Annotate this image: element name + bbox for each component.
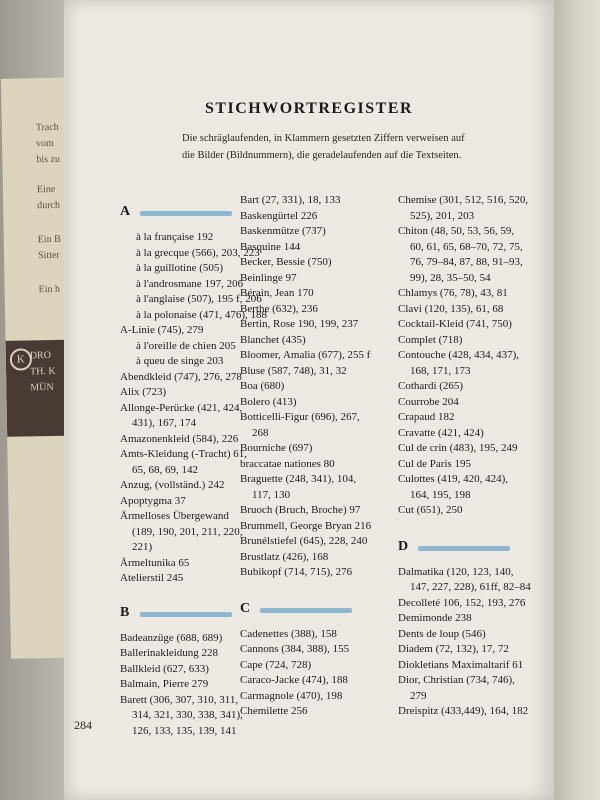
section-header-d — [398, 537, 548, 559]
index-entry: 279 — [410, 689, 427, 702]
publisher-logo-icon: K — [10, 348, 32, 370]
index-entry: Dreispitz (433,449), 164, 182 — [398, 705, 529, 717]
back-cover-text: vom — [35, 137, 54, 150]
index-entry: Amazonenkleid (584), 226 — [120, 432, 239, 445]
index-entry: A-Linie (745), 279 — [120, 324, 204, 336]
index-entry: (189, 190, 201, 211, 220, — [132, 525, 243, 538]
index-entry: 164, 195, 198 — [410, 488, 471, 501]
index-entry: à la guillotine (505) — [136, 262, 224, 274]
index-entry: Botticelli-Figur (696), 267, — [240, 411, 360, 423]
index-entry: Cadenettes (388), 158 — [240, 627, 337, 640]
index-entry: à la polonaise (471, 476), 188 — [136, 308, 268, 321]
back-cover-text: Trach — [35, 121, 59, 134]
index-entry: Bolero (413) — [240, 395, 297, 408]
index-entry: Chemilette 256 — [240, 705, 308, 717]
index-entry: 431), 167, 174 — [132, 417, 197, 429]
index-entry: Bérain, Jean 170 — [240, 287, 314, 299]
back-cover-text: Ein B — [37, 233, 61, 246]
index-entry: Brustlatz (426), 168 — [240, 550, 329, 563]
section-letter: C — [240, 600, 251, 616]
index-entry: Diokletians Maximaltarif 61 — [398, 658, 524, 671]
intro-text-line: Die schräglaufenden, in Klammern gesetzten Ziffern verweisen auf — [182, 133, 465, 144]
index-entry: Braguette (248, 341), 104, — [240, 473, 357, 485]
section-bar — [260, 608, 352, 613]
back-cover-band-text: DRO — [29, 350, 52, 362]
index-entry: 76, 79–84, 87, 88, 91–93, — [410, 256, 523, 268]
index-entry: 147, 227, 228), 61ff, 82–84 — [410, 581, 531, 593]
index-entry: 221) — [132, 541, 153, 553]
index-entry: Balmain, Pierre 279 — [120, 678, 209, 690]
index-entry: Brunélstiefel (645), 228, 240 — [240, 535, 368, 547]
index-entry: Complet (718) — [398, 333, 463, 346]
back-cover-text: Eine — [36, 183, 56, 196]
index-entry: 99), 28, 35–50, 54 — [410, 271, 491, 284]
entry-list-b-cont — [240, 193, 400, 581]
index-entry: Anzug, (vollständ.) 242 — [120, 479, 225, 491]
index-entry: à la française 192 — [136, 231, 214, 243]
page-number: 284 — [74, 718, 92, 732]
index-entry: Baskengürtel 226 — [240, 209, 318, 222]
index-entry: Barett (306, 307, 310, 311, — [120, 693, 239, 706]
index-entry: Bourniche (697) — [240, 442, 313, 454]
index-entry: Bertin, Rose 190, 199, 237 — [240, 318, 359, 330]
index-entry: Ballerinakleidung 228 — [120, 647, 219, 659]
index-entry: Contouche (428, 434, 437), — [398, 349, 519, 361]
index-entry: 60, 61, 65, 68–70, 72, 75, — [410, 240, 523, 253]
index-entry: Courrobe 204 — [398, 395, 459, 408]
section-header-c — [240, 599, 400, 621]
index-entry: Caraco-Jacke (474), 188 — [240, 674, 348, 686]
section-letter: B — [120, 604, 130, 620]
index-entry: Ärmeltunika 65 — [120, 556, 190, 569]
intro-text-line: die Bilder (Bildnummern), die geradelaufenden auf die Textseiten. — [182, 150, 462, 161]
index-entry: Bart (27, 331), 18, 133 — [240, 194, 341, 206]
section-letter: D — [398, 538, 409, 554]
index-entry: 525), 201, 203 — [410, 209, 475, 222]
index-entry: Diadem (72, 132), 17, 72 — [398, 643, 509, 655]
index-entry: Chiton (48, 50, 53, 56, 59, — [398, 225, 515, 237]
index-entry: Brummell, George Bryan 216 — [240, 519, 372, 532]
index-entry: Beinlinge 97 — [240, 271, 297, 284]
index-entry: braccatae nationes 80 — [240, 457, 335, 470]
index-entry: à l'androsmane 197, 206 — [136, 277, 244, 290]
section-bar — [140, 612, 232, 617]
index-entry: 168, 171, 173 — [410, 364, 471, 377]
facing-page-edge — [548, 0, 600, 800]
index-entry: Bubikopf (714, 715), 276 — [240, 566, 353, 578]
index-entry: Berthe (632), 236 — [240, 302, 318, 315]
entry-list-c-cont — [398, 193, 548, 519]
index-entry: Demimonde 238 — [398, 612, 472, 624]
back-cover-band-text: MÜN — [30, 381, 54, 394]
index-column-3 — [398, 193, 548, 720]
section-bar — [418, 546, 510, 551]
index-entry: Cothardi (265) — [398, 380, 464, 392]
index-entry: Cul de Paris 195 — [398, 457, 472, 470]
index-entry: Badeanzüge (688, 689) — [120, 631, 223, 644]
index-entry: à la grecque (566), 203, 223 — [136, 246, 260, 259]
index-entry: Bruoch (Bruch, Broche) 97 — [240, 504, 361, 516]
index-entry: Dior, Christian (734, 746), — [398, 674, 515, 686]
index-entry: Cravatte (421, 424) — [398, 426, 484, 439]
index-entry: à l'anglaise (507), 195 f, 206 — [136, 293, 262, 305]
index-entry: Dents de loup (546) — [398, 627, 486, 640]
index-entry: Chlamys (76, 78), 43, 81 — [398, 287, 508, 299]
index-column-2 — [240, 193, 400, 720]
index-entry: Dalmatika (120, 123, 140, — [398, 565, 514, 578]
entry-list-d — [398, 565, 548, 720]
index-entry: Basquine 144 — [240, 240, 301, 253]
index-entry: Baskenmütze (737) — [240, 225, 326, 237]
index-entry: Crapaud 182 — [398, 411, 455, 423]
index-entry: à l'oreille de chien 205 — [136, 339, 236, 352]
index-entry: Amts-Kleidung (-Tracht) 61, — [120, 448, 247, 460]
back-cover-band-text: TH. K — [29, 365, 56, 378]
index-entry: 126, 133, 135, 139, 141 — [132, 724, 237, 737]
index-entry: à queu de singe 203 — [136, 355, 224, 367]
index-entry: Becker, Bessie (750) — [240, 256, 332, 268]
index-entry: 65, 68, 69, 142 — [132, 463, 198, 476]
page-title: STICHWORTREGISTER — [204, 100, 414, 117]
index-entry: Alix (723) — [120, 386, 167, 398]
index-entry: Bloomer, Amalia (677), 255 f — [240, 349, 371, 361]
index-entry: Carmagnole (470), 198 — [240, 689, 343, 702]
entry-list-c — [240, 627, 400, 720]
index-page — [64, 0, 554, 800]
index-entry: Cocktail-Kleid (741, 750) — [398, 318, 512, 330]
index-entry: Abendkleid (747), 276, 278 — [120, 370, 242, 383]
index-entry: Decolleté 106, 152, 193, 276 — [398, 596, 526, 609]
back-cover-text: Ein h — [38, 283, 61, 296]
index-entry: 314, 321, 330, 338, 341), — [132, 709, 243, 721]
back-cover-text: bis zu — [36, 153, 61, 166]
index-entry: Cannons (384, 388), 155 — [240, 643, 350, 655]
index-entry: 268 — [252, 426, 269, 439]
index-entry: Apoptygma 37 — [120, 494, 186, 507]
index-entry: Blanchet (435) — [240, 333, 306, 346]
index-entry: Ballkleid (627, 633) — [120, 662, 209, 675]
index-entry: Atelierstil 245 — [120, 572, 184, 584]
back-cover-text: durch — [37, 199, 61, 212]
index-entry: Chemise (301, 512, 516, 520, — [398, 194, 529, 206]
index-entry: 117, 130 — [252, 488, 291, 501]
index-entry: Boa (680) — [240, 380, 285, 392]
index-entry: Cul de crin (483), 195, 249 — [398, 442, 518, 454]
section-letter: A — [120, 204, 131, 219]
index-entry: Ärmelloses Übergewand — [120, 510, 229, 522]
index-entry: Cape (724, 728) — [240, 658, 312, 671]
index-entry: Clavi (120, 135), 61, 68 — [398, 302, 504, 315]
index-entry: Allonge-Perücke (421, 424, — [120, 401, 243, 414]
back-cover-text: Sitter — [37, 249, 60, 262]
section-bar — [140, 211, 232, 216]
index-entry: Cut (651), 250 — [398, 504, 463, 516]
index-entry: Bluse (587, 748), 31, 32 — [240, 364, 347, 377]
index-entry: Culottes (419, 420, 424), — [398, 473, 508, 485]
